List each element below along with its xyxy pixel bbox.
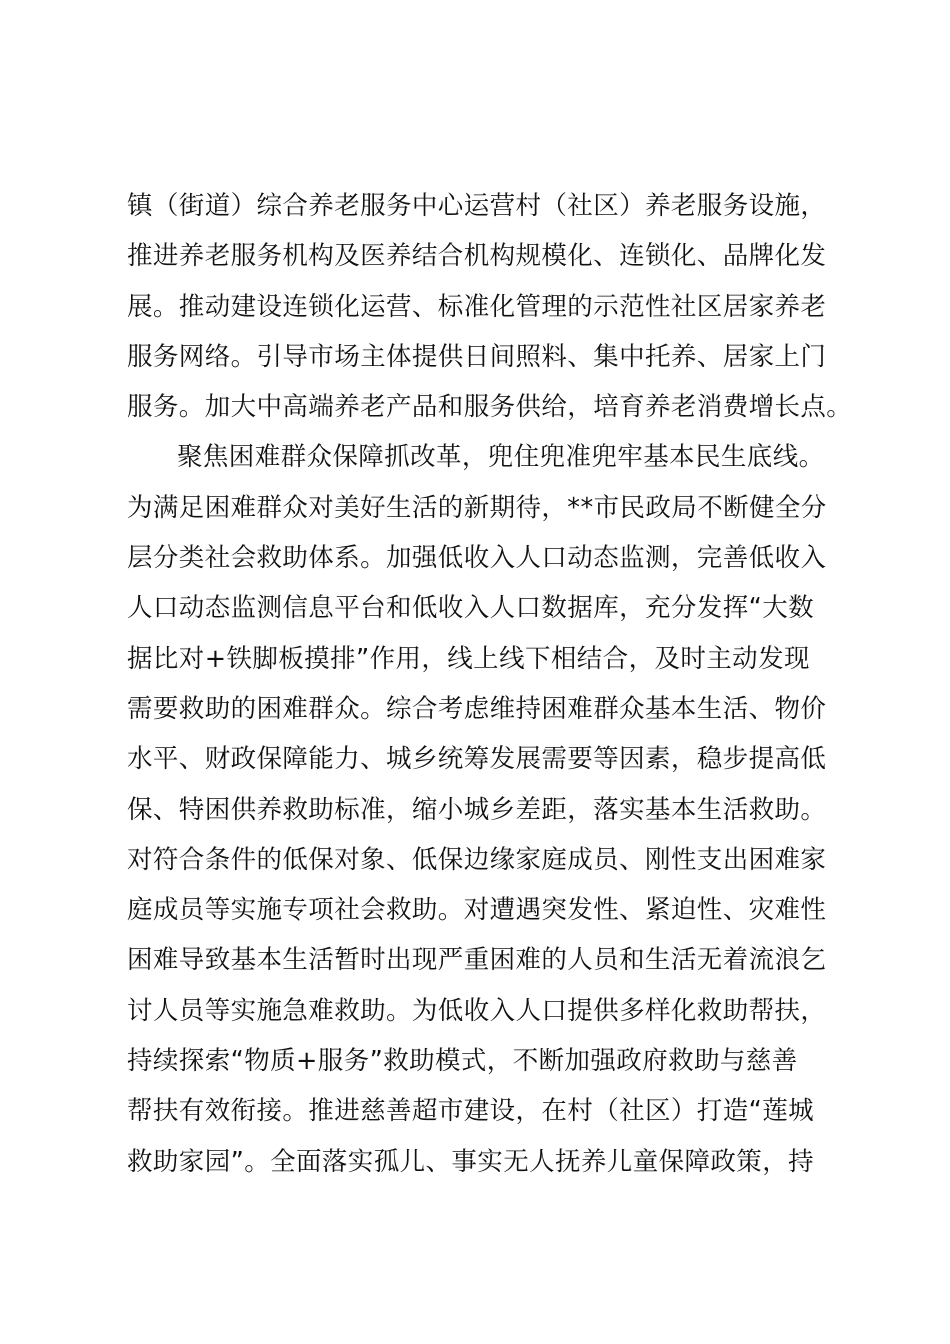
text-line: 服务网络。引导市场主体提供日间照料、集中托养、居家上门: [127, 341, 827, 372]
text-line: 需要救助的困难群众。综合考虑维持困难群众基本生活、物价: [127, 693, 827, 724]
text-line: 层分类社会救助体系。加强低收入人口动态监测，完善低收入: [127, 543, 827, 574]
text-line: 推进养老服务机构及医养结合机构规模化、连锁化、品牌化发: [127, 241, 827, 272]
text-line: 服务。加大中高端养老产品和服务供给，培育养老消费增长点。: [127, 392, 853, 423]
text-line: 庭成员等实施专项社会救助。对遭遇突发性、紧迫性、灾难性: [127, 895, 827, 926]
body-text: [127, 181, 853, 1187]
text-line: 镇（街道）综合养老服务中心运营村（社区）养老服务设施，: [127, 191, 827, 221]
paragraph-heading-line: 聚焦困难群众保障抓改革，兜住兜准兜牢基本民生底线。: [177, 442, 825, 473]
text-line: 讨人员等实施急难救助。为低收入人口提供多样化救助帮扶，: [127, 995, 827, 1026]
text-line: 对符合条件的低保对象、低保边缘家庭成员、刚性支出困难家: [127, 844, 827, 875]
text-line: 困难导致基本生活暂时出现严重困难的人员和生活无着流浪乞: [127, 945, 827, 976]
text-line: 人口动态监测信息平台和低收入人口数据库，充分发挥“大数: [127, 593, 815, 624]
text-line: 为满足困难群众对美好生活的新期待，**市民政局不断健全分: [127, 492, 827, 523]
text-line: 救助家园”。全面落实孤儿、事实无人抚养儿童保障政策，持: [127, 1146, 815, 1177]
text-line: 持续探索“物质+服务”救助模式，不断加强政府救助与慈善: [127, 1046, 798, 1077]
text-line: 据比对+铁脚板摸排”作用，线上线下相结合，及时主动发现: [127, 643, 810, 674]
text-line: 帮扶有效衔接。推进慈善超市建设，在村（社区）打造“莲城: [127, 1096, 815, 1127]
text-line: 展。推动建设连锁化运营、标准化管理的示范性社区居家养老: [127, 291, 827, 322]
text-line: 保、特困供养救助标准，缩小城乡差距，落实基本生活救助。: [127, 794, 827, 825]
text-line: 水平、财政保障能力、城乡统筹发展需要等因素，稳步提高低: [127, 744, 827, 775]
